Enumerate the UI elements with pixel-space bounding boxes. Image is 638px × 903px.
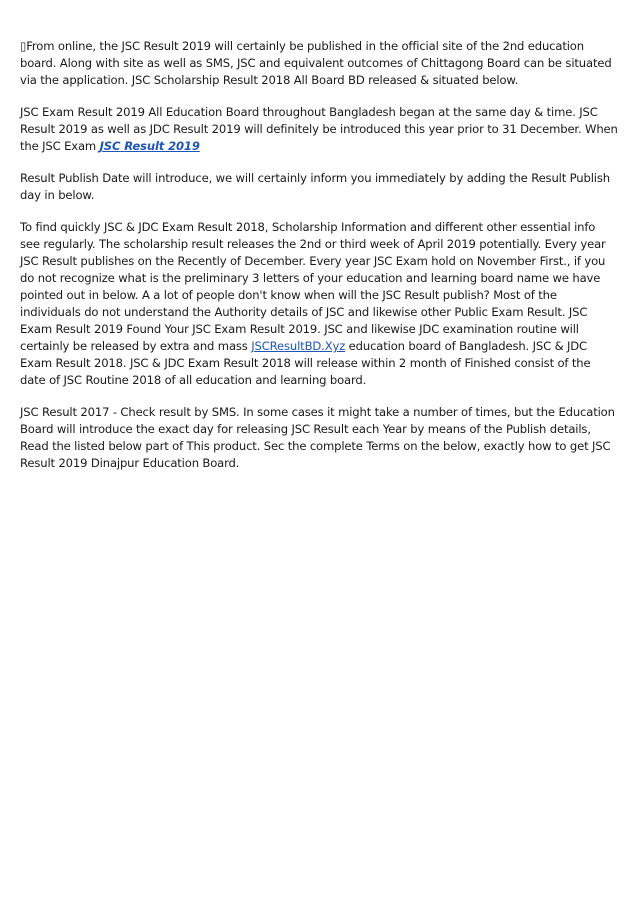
jscresultbd-link[interactable]: JSCResultBD.Xyz xyxy=(251,339,346,353)
missing-glyph: ▯ xyxy=(20,39,27,53)
paragraph-1 xyxy=(20,38,618,89)
paragraph-3-text: Result Publish Date will introduce, we will certainly inform you immediately by adding the Result Publish day in below. xyxy=(20,171,610,202)
paragraph-4 xyxy=(20,219,618,389)
paragraph-5 xyxy=(20,404,618,472)
paragraph-2-text: JSC Exam Result 2019 All Education Board throughout Bangladesh began at the same day & time. JSC Result 2019 as well as JDC Result 2019 will definitely be introduced this year prior to 31 December. When the JSC Exam xyxy=(20,105,618,153)
jsc-result-2019-link[interactable]: JSC Result 2019 xyxy=(99,139,200,153)
paragraph-2 xyxy=(20,104,618,155)
paragraph-4-text-before: To find quickly JSC & JDC Exam Result 2018, Scholarship Information and different other essential info see regularly. The scholarship result releases the 2nd or third week of April 2019 potentially. Every year JSC Result publishes on the Recently of December. Every year JSC Exam hold on November First., if you do not recognize what is the preliminary 3 letters of your education and learning board name we have pointed out in below. A a lot of people don't know when will the JSC Result publish? Most of the individuals do not understand the Authority details of JSC and likewise other Public Exam Result. JSC Exam Result 2019 Found Your JSC Exam Result 2019. JSC and likewise JDC examination routine will certainly be released by extra and mass xyxy=(20,220,606,353)
paragraph-3 xyxy=(20,170,618,204)
paragraph-5-text: JSC Result 2017 - Check result by SMS. In some cases it might take a number of times, but the Education Board will introduce the exact day for releasing JSC Result each Year by means of the Publish details, Read the listed below part of This product. Sec the complete Terms on the below, exactly how to get JSC Result 2019 Dinajpur Education Board. xyxy=(20,405,615,470)
paragraph-4-text-after: education board of Bangladesh. JSC & JDC Exam Result 2018. JSC & JDC Exam Result 2018 will release within 2 month of Finished consist of the date of JSC Routine 2018 of all education and learning board. xyxy=(20,339,591,387)
document-page xyxy=(20,38,618,487)
paragraph-1-text: From online, the JSC Result 2019 will certainly be published in the official site of the 2nd education board. Along with site as well as SMS, JSC and equivalent outcomes of Chittagong Board can be situated via the application. JSC Scholarship Result 2018 All Board BD released & situated below. xyxy=(20,39,612,87)
